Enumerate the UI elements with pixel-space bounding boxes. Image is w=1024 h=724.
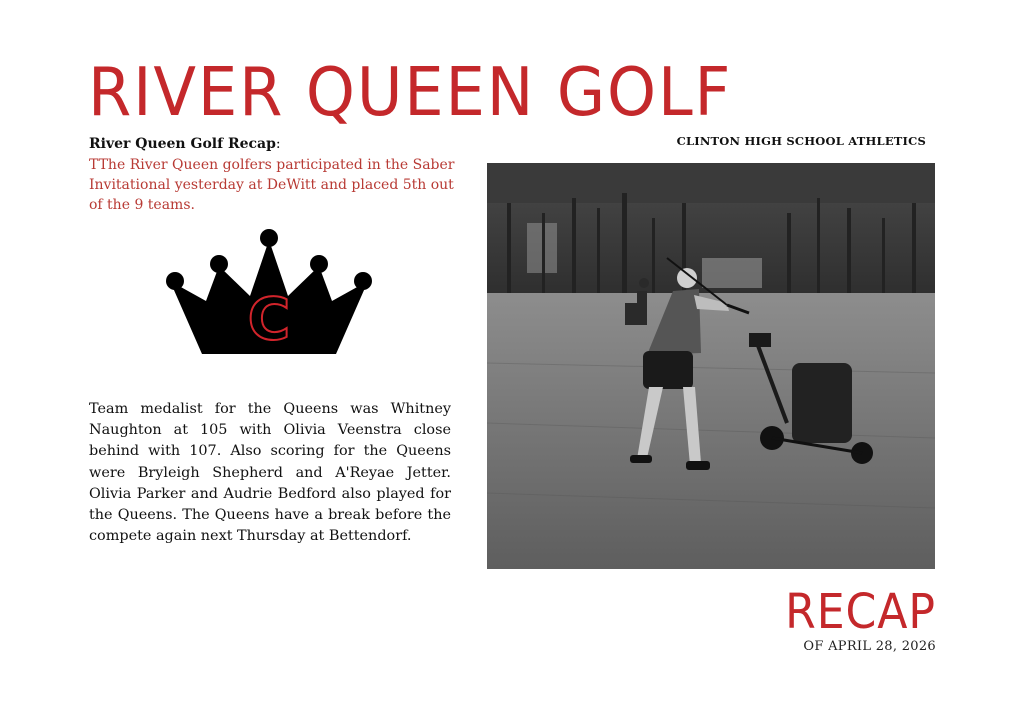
crown-letter: C	[247, 285, 291, 353]
school-subtitle: CLINTON HIGH SCHOOL ATHLETICS	[676, 134, 926, 148]
crown-icon	[162, 226, 376, 358]
page-title: RIVER QUEEN GOLF	[88, 53, 733, 131]
recap-intro: TThe River Queen golfers participated in the Saber Invitational yesterday at DeWitt and placed 5th out of the 9 teams.	[89, 157, 455, 213]
recap-date: OF APRIL 28, 2026	[803, 639, 936, 654]
recap-heading-label: River Queen Golf Recap	[89, 136, 276, 152]
recap-heading-colon: :	[275, 136, 281, 152]
recap-heading	[89, 136, 281, 152]
recap-word: RECAP	[785, 584, 936, 640]
recap-body: Team medalist for the Queens was Whitney Naughton at 105 with Olivia Veenstra close behind with 107. Also scoring for the Queens were Bryleigh Shepherd and A'Reyae Jetter. Olivia Parker and Audrie Bedford also played for the Queens. The Queens have a break before the compete again next Thursday at Bettendorf.	[89, 401, 451, 545]
golfer-photo	[487, 163, 935, 569]
